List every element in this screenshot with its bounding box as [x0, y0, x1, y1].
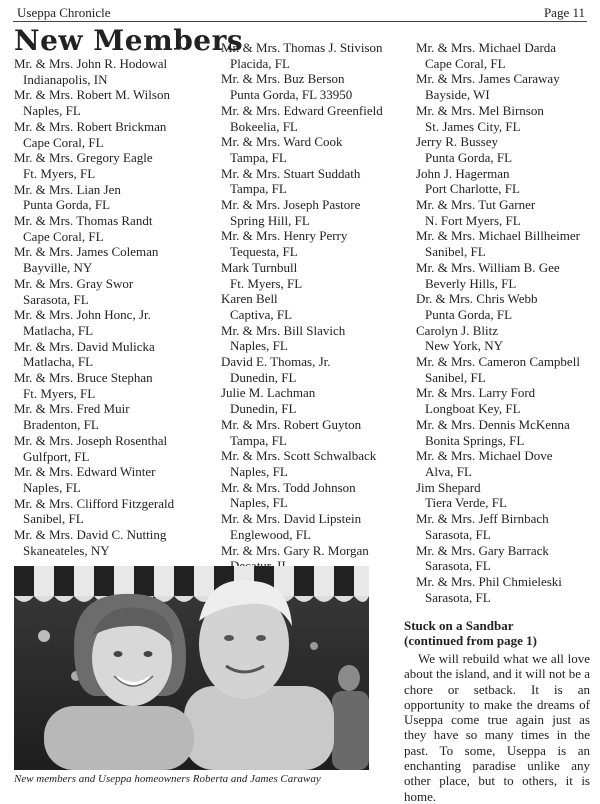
member-city: Cape Coral, FL: [23, 134, 104, 150]
member-name: Mr. & Mrs. Phil Chmieleski: [416, 573, 562, 589]
member-name: Mark Turnbull: [221, 259, 298, 275]
member-city: Sanibel, FL: [425, 244, 486, 260]
member-city: Bradenton, FL: [23, 417, 99, 433]
member-city: Punta Gorda, FL: [23, 197, 111, 213]
member-name: Mr. & Mrs. Thomas J. Stivison: [221, 40, 383, 55]
member-city: Bayside, WI: [425, 87, 490, 103]
member-city: Skaneateles, NY: [23, 542, 110, 558]
member-city: Cape Coral, FL: [425, 55, 506, 71]
member-entry: [416, 71, 596, 102]
member-city: Tampa, FL: [230, 432, 287, 448]
member-entry: [221, 480, 411, 511]
member-name: Mr. & Mrs. Cameron Campbell: [416, 354, 580, 370]
member-entry: [221, 385, 411, 416]
member-name: Mr. & Mrs. Edward Winter: [14, 464, 156, 480]
member-entry: [14, 307, 210, 338]
member-name: Mr. & Mrs. Todd Johnson: [221, 479, 356, 495]
member-entry: [221, 71, 411, 102]
publication-name: Useppa Chronicle: [17, 5, 111, 20]
member-name: Carolyn J. Blitz: [416, 322, 498, 338]
member-city: Dunedin, FL: [230, 369, 297, 385]
member-name: Mr. & Mrs. Joseph Pastore: [221, 197, 361, 213]
member-name: Mr. & Mrs. John R. Hodowal: [14, 56, 168, 71]
member-name: Jerry R. Bussey: [416, 134, 498, 150]
member-name: Karen Bell: [221, 291, 278, 307]
member-city: Naples, FL: [230, 463, 288, 479]
member-city: Bokeelia, FL: [230, 118, 298, 134]
member-city: Englewood, FL: [230, 526, 311, 542]
member-city: N. Fort Myers, FL: [425, 212, 521, 228]
member-city: Tequesta, FL: [230, 244, 298, 260]
member-entry: [221, 197, 411, 228]
member-city: Naples, FL: [23, 103, 81, 119]
member-entry: [14, 464, 210, 495]
page-number: Page 11: [543, 5, 585, 20]
member-name: Mr. & Mrs. Ward Cook: [221, 134, 343, 150]
member-name: Mr. & Mrs. James Caraway: [416, 71, 560, 87]
member-entry: [221, 511, 411, 542]
member-city: Ft. Myers, FL: [23, 165, 96, 181]
member-entry: [221, 260, 411, 291]
member-name: Mr. & Mrs. Larry Ford: [416, 385, 536, 401]
member-entry: [14, 87, 210, 118]
member-city: Sanibel, FL: [23, 511, 84, 527]
member-name: Mr. & Mrs. David Mulicka: [14, 338, 155, 354]
member-entry: [416, 480, 596, 511]
member-name: Mr. & Mrs. Edward Greenfield: [221, 102, 383, 118]
page-header: [13, 4, 587, 22]
member-entry: [14, 339, 210, 370]
member-entry: [221, 354, 411, 385]
member-entry: [221, 228, 411, 259]
article-subtitle: (continued from page 1): [404, 633, 538, 648]
member-name: Mr. & Mrs. Gray Swor: [14, 275, 134, 291]
member-entry: [416, 197, 596, 228]
member-city: Port Charlotte, FL: [425, 181, 520, 197]
member-city: Longboat Key, FL: [425, 401, 521, 417]
member-name: Mr. & Mrs. Stuart Suddath: [221, 165, 361, 181]
member-entry: [221, 448, 411, 479]
photo-illustration: [14, 566, 369, 770]
member-city: Tampa, FL: [230, 181, 287, 197]
member-name: Mr. & Mrs. Gary R. Morgan: [221, 542, 369, 558]
members-column-3: [416, 40, 596, 605]
member-name: Mr. & Mrs. Buz Berson: [221, 71, 345, 87]
member-name: Jim Shepard: [416, 479, 481, 495]
member-name: Mr. & Mrs. Henry Perry: [221, 228, 348, 244]
member-entry: [14, 433, 210, 464]
member-city: Alva, FL: [425, 463, 472, 479]
member-entry: [14, 276, 210, 307]
member-city: Punta Gorda, FL 33950: [230, 87, 353, 103]
member-city: Sarasota, FL: [425, 589, 491, 605]
member-city: Sarasota, FL: [425, 558, 491, 574]
member-entry: [416, 323, 596, 354]
member-entry: [416, 448, 596, 479]
member-name: Mr. & Mrs. Robert Brickman: [14, 118, 167, 134]
member-entry: [14, 527, 210, 558]
article-continuation: [404, 618, 590, 804]
member-entry: [221, 166, 411, 197]
member-city: Punta Gorda, FL: [425, 149, 513, 165]
member-name: Mr. & Mrs. Lian Jen: [14, 181, 121, 197]
member-city: Matlacha, FL: [23, 354, 94, 370]
member-name: Mr. & Mrs. William B. Gee: [416, 259, 560, 275]
member-entry: [416, 543, 596, 574]
member-name: Mr. & Mrs. John Honc, Jr.: [14, 307, 151, 323]
member-city: Cape Coral, FL: [23, 228, 104, 244]
member-name: Mr. & Mrs. Scott Schwalback: [221, 448, 377, 464]
member-city: Punta Gorda, FL: [425, 306, 513, 322]
member-entry: [416, 166, 596, 197]
member-city: Sarasota, FL: [425, 526, 491, 542]
member-city: Dunedin, FL: [230, 401, 297, 417]
member-city: Matlacha, FL: [23, 322, 94, 338]
member-name: Mr. & Mrs. Gary Barrack: [416, 542, 549, 558]
section-title: New Members: [14, 24, 244, 57]
members-column-1: [14, 56, 210, 559]
member-city: Sanibel, FL: [425, 369, 486, 385]
member-entry: [14, 370, 210, 401]
member-entry: [416, 291, 596, 322]
member-entry: [416, 511, 596, 542]
member-city: Bayville, NY: [23, 260, 93, 276]
member-name: Julie M. Lachman: [221, 385, 316, 401]
member-city: Gulfport, FL: [23, 448, 90, 464]
member-entry: [416, 417, 596, 448]
member-city: Captiva, FL: [230, 306, 293, 322]
member-city: Bonita Springs, FL: [425, 432, 525, 448]
member-name: Mr. & Mrs. David Lipstein: [221, 511, 362, 527]
member-city: Placida, FL: [230, 55, 290, 71]
member-name: Mr. & Mrs. Fred Muir: [14, 401, 130, 417]
member-name: Mr. & Mrs. Robert Guyton: [221, 416, 362, 432]
member-name: Mr. & Mrs. Dennis McKenna: [416, 416, 570, 432]
member-entry: [14, 213, 210, 244]
member-name: Mr. & Mrs. Robert M. Wilson: [14, 87, 170, 103]
member-name: David E. Thomas, Jr.: [221, 354, 331, 370]
member-city: Beverly Hills, FL: [425, 275, 517, 291]
member-city: St. James City, FL: [425, 118, 521, 134]
member-entry: [416, 385, 596, 416]
member-entry: [221, 417, 411, 448]
member-name: Mr. & Mrs. Thomas Randt: [14, 213, 153, 229]
member-name: Mr. & Mrs. Bruce Stephan: [14, 370, 153, 386]
member-photo: [14, 566, 369, 770]
member-city: Naples, FL: [230, 495, 288, 511]
member-name: Mr. & Mrs. Mel Birnson: [416, 102, 544, 118]
member-name: Mr. & Mrs. Michael Billheimer: [416, 228, 580, 244]
member-city: Tampa, FL: [230, 149, 287, 165]
member-entry: [221, 103, 411, 134]
member-city: Ft. Myers, FL: [230, 275, 303, 291]
member-entry: [14, 150, 210, 181]
article-body: We will rebuild what we all love about the island, and it will not be a chore or setback. It is an opportunity to make the dreams of Useppa come true again just as they have so many times in the past. To some, Useppa is an enchanting paradise unlike any other place, but to others, it is home.: [404, 651, 590, 804]
member-entry: [416, 40, 596, 71]
member-entry: [416, 103, 596, 134]
member-entry: [416, 354, 596, 385]
member-name: Mr. & Mrs. Tut Garner: [416, 197, 536, 213]
member-name: Mr. & Mrs. James Coleman: [14, 244, 159, 260]
member-name: Mr. & Mrs. Gregory Eagle: [14, 150, 153, 166]
member-city: New York, NY: [425, 338, 504, 354]
member-entry: [221, 134, 411, 165]
member-city: Indianapolis, IN: [23, 71, 108, 87]
member-city: Naples, FL: [23, 479, 81, 495]
member-city: Spring Hill, FL: [230, 212, 310, 228]
member-entry: [416, 260, 596, 291]
members-column-2: [221, 40, 411, 574]
article-title: Stuck on a Sandbar: [404, 618, 514, 633]
member-entry: [416, 574, 596, 605]
member-name: Mr. & Mrs. Joseph Rosenthal: [14, 432, 168, 448]
member-name: Mr. & Mrs. Jeff Birnbach: [416, 511, 549, 527]
member-entry: [14, 496, 210, 527]
member-name: Mr. & Mrs. Michael Dove: [416, 448, 553, 464]
member-name: Dr. & Mrs. Chris Webb: [416, 291, 538, 307]
member-entry: [416, 228, 596, 259]
member-entry: [221, 40, 411, 71]
member-name: Mr. & Mrs. Clifford Fitzgerald: [14, 495, 175, 511]
member-name: Mr. & Mrs. Bill Slavich: [221, 322, 346, 338]
member-entry: [221, 323, 411, 354]
member-entry: [14, 56, 210, 87]
member-city: Sarasota, FL: [23, 291, 89, 307]
member-entry: [14, 182, 210, 213]
member-name: Mr. & Mrs. Michael Darda: [416, 40, 557, 55]
member-entry: [14, 244, 210, 275]
member-city: Naples, FL: [230, 338, 288, 354]
member-name: John J. Hagerman: [416, 165, 510, 181]
member-entry: [14, 119, 210, 150]
member-city: Ft. Myers, FL: [23, 385, 96, 401]
member-city: Tiera Verde, FL: [425, 495, 507, 511]
member-name: Mr. & Mrs. David C. Nutting: [14, 527, 167, 543]
member-entry: [416, 134, 596, 165]
member-entry: [14, 401, 210, 432]
photo-caption: New members and Useppa homeowners Roberta and James Caraway: [14, 773, 321, 785]
member-entry: [221, 291, 411, 322]
